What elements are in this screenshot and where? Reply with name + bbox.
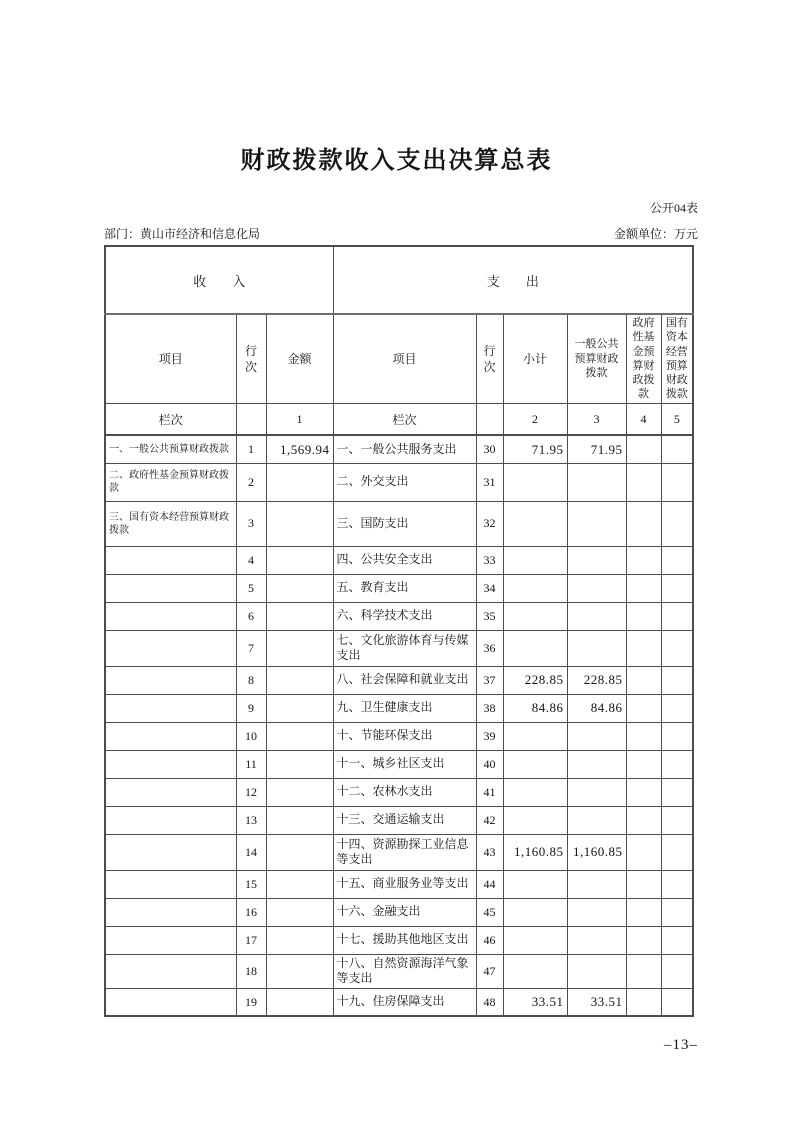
cell-general-budget [567,722,626,750]
table-row [105,546,693,574]
page-content [104,199,698,1017]
table-row [105,898,693,926]
index-income-line [236,403,266,435]
cell-expense-line: 35 [476,602,503,630]
cell-income-amount [266,501,333,546]
cell-income-amount [266,954,333,988]
cell-state-capital [661,501,693,546]
index-income-amount: 1 [266,403,333,435]
cell-income-item [105,834,236,870]
index-state-capital: 5 [661,403,693,435]
header-income-item: 项目 [105,314,236,403]
cell-general-budget: 1,160.85 [567,834,626,870]
cell-state-capital [661,870,693,898]
cell-general-budget: 228.85 [567,666,626,694]
cell-expense-item: 十九、住房保障支出 [333,988,476,1016]
cell-subtotal: 33.51 [503,988,567,1016]
income-group-header: 收 入 [105,246,333,314]
cell-income-item [105,870,236,898]
cell-income-amount [266,926,333,954]
cell-state-capital [661,602,693,630]
cell-general-budget [567,898,626,926]
cell-state-capital [661,834,693,870]
cell-subtotal [503,602,567,630]
table-row [105,870,693,898]
cell-subtotal [503,954,567,988]
cell-expense-line: 31 [476,463,503,501]
cell-state-capital [661,778,693,806]
cell-income-amount [266,463,333,501]
index-income-label: 栏次 [105,403,236,435]
cell-general-budget [567,574,626,602]
cell-income-item: 一、一般公共预算财政拨款 [105,435,236,463]
table-row [105,988,693,1016]
cell-income-line: 4 [236,546,266,574]
table-code-label: 公开04表 [649,201,698,215]
cell-income-item [105,988,236,1016]
cell-general-budget [567,750,626,778]
cell-income-item [105,666,236,694]
cell-income-item [105,546,236,574]
cell-gov-fund [626,463,661,501]
cell-income-item [105,778,236,806]
page-number: –13– [664,1037,698,1054]
cell-income-item [105,750,236,778]
table-body [105,435,693,1016]
cell-expense-item: 十五、商业服务业等支出 [333,870,476,898]
cell-general-budget [567,546,626,574]
cell-income-amount [266,694,333,722]
page-title: 财政拨款收入支出决算总表 [240,147,553,174]
cell-expense-item: 十、节能环保支出 [333,722,476,750]
cell-income-amount [266,722,333,750]
cell-gov-fund [626,435,661,463]
cell-income-amount [266,546,333,574]
cell-expense-item: 二、外交支出 [333,463,476,501]
cell-expense-line: 34 [476,574,503,602]
cell-general-budget [567,778,626,806]
group-header-row [105,246,693,314]
cell-income-amount [266,630,333,666]
cell-income-line: 9 [236,694,266,722]
cell-expense-line: 33 [476,546,503,574]
cell-state-capital [661,954,693,988]
table-row [105,750,693,778]
table-row [105,954,693,988]
table-row [105,501,693,546]
cell-gov-fund [626,602,661,630]
expense-group-header: 支 出 [333,246,693,314]
cell-expense-item: 七、文化旅游体育与传媒支出 [333,630,476,666]
cell-subtotal: 228.85 [503,666,567,694]
cell-expense-line: 39 [476,722,503,750]
cell-income-line: 6 [236,602,266,630]
cell-income-line: 15 [236,870,266,898]
cell-gov-fund [626,954,661,988]
cell-general-budget: 84.86 [567,694,626,722]
cell-income-line: 2 [236,463,266,501]
cell-income-line: 11 [236,750,266,778]
cell-subtotal [503,778,567,806]
cell-state-capital [661,722,693,750]
header-expense-item: 项目 [333,314,476,403]
cell-income-item [105,630,236,666]
cell-state-capital [661,988,693,1016]
cell-expense-item: 十六、金融支出 [333,898,476,926]
table-row [105,463,693,501]
cell-expense-item: 八、社会保障和就业支出 [333,666,476,694]
cell-expense-item: 六、科学技术支出 [333,602,476,630]
cell-income-item [105,954,236,988]
cell-general-budget: 71.95 [567,435,626,463]
cell-general-budget [567,806,626,834]
table-row [105,602,693,630]
cell-state-capital [661,463,693,501]
cell-income-line: 7 [236,630,266,666]
cell-expense-item: 十八、自然资源海洋气象等支出 [333,954,476,988]
cell-gov-fund [626,834,661,870]
cell-income-item [105,722,236,750]
column-header-row [105,314,693,403]
cell-gov-fund [626,546,661,574]
cell-subtotal [503,750,567,778]
header-subtotal: 小计 [503,314,567,403]
cell-income-line: 18 [236,954,266,988]
cell-expense-item: 十三、交通运输支出 [333,806,476,834]
cell-income-item: 二、政府性基金预算财政拨款 [105,463,236,501]
cell-gov-fund [626,722,661,750]
cell-general-budget [567,602,626,630]
cell-income-line: 16 [236,898,266,926]
cell-income-line: 10 [236,722,266,750]
cell-income-item [105,602,236,630]
index-expense-label: 栏次 [333,403,476,435]
cell-state-capital [661,750,693,778]
cell-subtotal [503,898,567,926]
cell-income-item [105,806,236,834]
cell-gov-fund [626,694,661,722]
cell-gov-fund [626,574,661,602]
cell-income-amount [266,834,333,870]
header-income-line: 行次 [236,314,266,403]
index-subtotal: 2 [503,403,567,435]
cell-income-line: 12 [236,778,266,806]
table-row [105,666,693,694]
cell-income-line: 3 [236,501,266,546]
cell-state-capital [661,546,693,574]
cell-income-amount [266,870,333,898]
cell-income-line: 17 [236,926,266,954]
cell-income-amount [266,750,333,778]
cell-gov-fund [626,988,661,1016]
cell-subtotal [503,574,567,602]
cell-expense-item: 十七、援助其他地区支出 [333,926,476,954]
cell-expense-item: 一、一般公共服务支出 [333,435,476,463]
cell-gov-fund [626,630,661,666]
cell-income-line: 5 [236,574,266,602]
fiscal-appropriation-table [104,245,694,1017]
cell-expense-line: 46 [476,926,503,954]
cell-income-item [105,574,236,602]
cell-state-capital [661,898,693,926]
cell-subtotal: 1,160.85 [503,834,567,870]
index-expense-line [476,403,503,435]
cell-gov-fund [626,806,661,834]
meta-row [104,225,698,242]
cell-expense-line: 36 [476,630,503,666]
cell-expense-line: 44 [476,870,503,898]
department-label: 部门：黄山市经济和信息化局 [104,227,261,241]
cell-general-budget [567,926,626,954]
cell-expense-line: 48 [476,988,503,1016]
cell-gov-fund [626,870,661,898]
cell-general-budget [567,630,626,666]
cell-state-capital [661,926,693,954]
cell-subtotal [503,722,567,750]
cell-income-line: 8 [236,666,266,694]
cell-income-item [105,694,236,722]
cell-expense-item: 十二、农林水支出 [333,778,476,806]
cell-income-amount [266,898,333,926]
header-state-capital: 国有资本经营预算财政拨款 [661,314,693,403]
cell-general-budget: 33.51 [567,988,626,1016]
cell-state-capital [661,435,693,463]
table-row [105,630,693,666]
cell-income-line: 1 [236,435,266,463]
unit-label: 金额单位：万元 [613,227,698,241]
cell-expense-item: 九、卫生健康支出 [333,694,476,722]
cell-expense-line: 37 [476,666,503,694]
cell-expense-item: 十一、城乡社区支出 [333,750,476,778]
cell-gov-fund [626,926,661,954]
cell-state-capital [661,574,693,602]
cell-subtotal: 71.95 [503,435,567,463]
cell-gov-fund [626,778,661,806]
table-row [105,778,693,806]
cell-expense-item: 四、公共安全支出 [333,546,476,574]
cell-income-item: 三、国有资本经营预算财政拨款 [105,501,236,546]
cell-income-amount [266,666,333,694]
cell-income-amount [266,574,333,602]
cell-income-amount: 1,569.94 [266,435,333,463]
cell-income-amount [266,778,333,806]
cell-gov-fund [626,666,661,694]
table-row [105,926,693,954]
cell-subtotal [503,926,567,954]
cell-state-capital [661,666,693,694]
cell-subtotal [503,463,567,501]
cell-subtotal [503,546,567,574]
cell-gov-fund [626,898,661,926]
cell-expense-line: 42 [476,806,503,834]
table-row [105,834,693,870]
cell-income-amount [266,988,333,1016]
cell-income-amount [266,602,333,630]
cell-expense-item: 五、教育支出 [333,574,476,602]
cell-state-capital [661,806,693,834]
cell-subtotal [503,501,567,546]
cell-general-budget [567,463,626,501]
header-gov-fund: 政府性基金预算财政拨款 [626,314,661,403]
cell-expense-line: 32 [476,501,503,546]
column-index-row [105,403,693,435]
cell-income-line: 19 [236,988,266,1016]
cell-expense-line: 40 [476,750,503,778]
cell-subtotal [503,630,567,666]
cell-state-capital [661,694,693,722]
header-income-amount: 金额 [266,314,333,403]
cell-income-line: 14 [236,834,266,870]
cell-expense-line: 43 [476,834,503,870]
cell-gov-fund [626,750,661,778]
cell-expense-line: 41 [476,778,503,806]
table-row [105,574,693,602]
cell-expense-line: 45 [476,898,503,926]
cell-income-line: 13 [236,806,266,834]
cell-subtotal [503,806,567,834]
cell-general-budget [567,501,626,546]
table-row [105,694,693,722]
cell-expense-line: 47 [476,954,503,988]
index-general-budget: 3 [567,403,626,435]
cell-subtotal [503,870,567,898]
table-row [105,806,693,834]
cell-gov-fund [626,501,661,546]
index-gov-fund: 4 [626,403,661,435]
cell-income-item [105,926,236,954]
cell-state-capital [661,630,693,666]
cell-subtotal: 84.86 [503,694,567,722]
cell-expense-item: 十四、资源勘探工业信息等支出 [333,834,476,870]
cell-expense-item: 三、国防支出 [333,501,476,546]
table-row [105,435,693,463]
cell-general-budget [567,954,626,988]
header-expense-line: 行次 [476,314,503,403]
cell-expense-line: 38 [476,694,503,722]
cell-income-item [105,898,236,926]
cell-expense-line: 30 [476,435,503,463]
cell-general-budget [567,870,626,898]
cell-income-amount [266,806,333,834]
header-general-budget: 一般公共预算财政拨款 [567,314,626,403]
table-row [105,722,693,750]
